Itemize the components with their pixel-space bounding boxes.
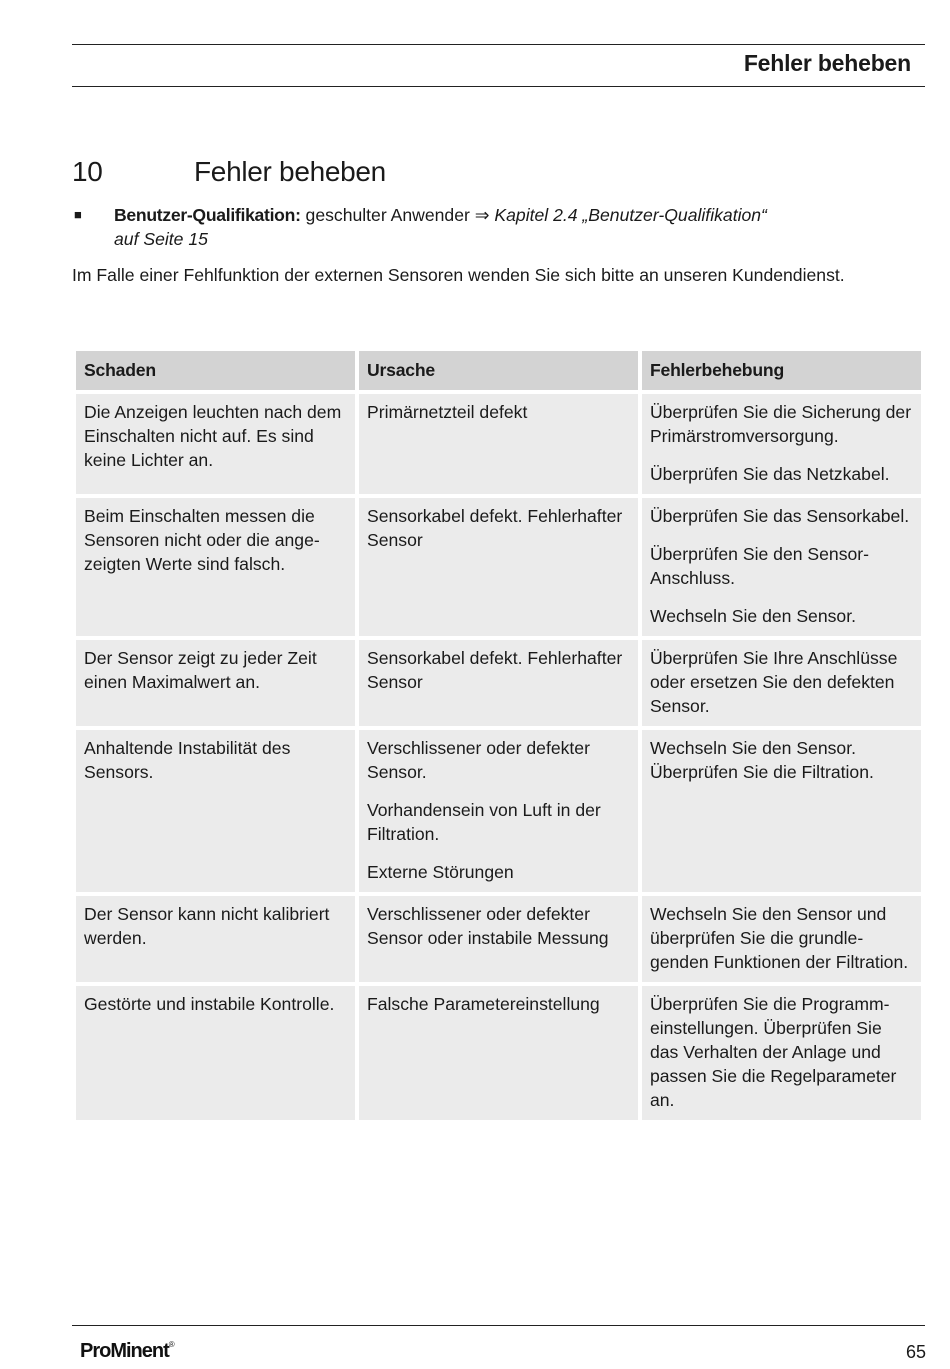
table-row	[76, 394, 921, 494]
damage-cell	[76, 896, 355, 982]
troubleshooting-table	[72, 347, 925, 1124]
chapter-heading	[72, 156, 386, 188]
cell-text: Falsche Parametereinstellung	[366, 994, 600, 1014]
damage-cell	[76, 730, 355, 892]
intro-paragraph: Im Falle einer Fehlfunktion der externen Sensoren wenden Sie sich bitte an unseren Kundendienst.	[72, 265, 845, 285]
cell-text: Der Sensor zeigt zu jeder Zeit einen Maximalwert an.	[84, 648, 317, 692]
chapter-number: 10	[72, 156, 103, 187]
cell-text: Überprüfen Sie das Sensorkabel.	[649, 506, 910, 526]
table-row	[76, 986, 921, 1120]
cause-cell	[359, 498, 638, 636]
qualification-value: geschulter Anwender	[305, 205, 470, 225]
chapter-reference-link[interactable]: Kapitel 2.4 „Benutzer-Qualifikation“	[494, 205, 767, 225]
remedy-cell	[642, 896, 921, 982]
table-row	[76, 896, 921, 982]
damage-cell	[76, 394, 355, 494]
qualification-note	[74, 203, 834, 251]
reference-arrow-icon: ⇒	[474, 205, 490, 225]
cell-text: Vorhandensein von Luft in der Filtration.	[366, 800, 601, 844]
remedy-cell	[642, 986, 921, 1120]
remedy-cell	[642, 730, 921, 892]
square-bullet-icon: ■	[74, 207, 82, 222]
cell-text: Überprüfen Sie den Sensor-Anschluss.	[649, 544, 870, 588]
remedy-cell	[642, 640, 921, 726]
cell-text: Der Sensor kann nicht kalibriert werden.	[84, 904, 330, 948]
column-header-cause: Ursache	[359, 351, 638, 390]
chapter-title: Fehler beheben	[194, 156, 386, 187]
cell-text: Wechseln Sie den Sensor.	[649, 606, 856, 626]
running-header-title: Fehler beheben	[743, 50, 911, 76]
column-header-damage: Schaden	[76, 351, 355, 390]
page-number: 65	[905, 1342, 926, 1362]
cause-cell	[359, 640, 638, 726]
table-row	[76, 498, 921, 636]
page-reference-link[interactable]: auf Seite 15	[114, 229, 208, 249]
cell-text: Überprüfen Sie die Sicherung der Primärstromversorgung.	[649, 402, 912, 446]
cell-text: Beim Einschalten messen die Sensoren nicht oder die angezeigten Werte sind falsch.	[84, 506, 320, 574]
registered-mark: ®	[168, 1340, 175, 1349]
table-row	[76, 640, 921, 726]
cell-text: Die Anzeigen leuchten nach dem Einschalten nicht auf. Es sind keine Lichter an.	[84, 402, 342, 470]
cell-text: Sensorkabel defekt. Fehlerhafter Sensor	[366, 648, 623, 692]
cell-text: Wechseln Sie den Sensor und überprüfen Sie die grundlegenden Funktionen der Filtration.	[649, 904, 909, 972]
remedy-cell	[642, 394, 921, 494]
prominent-logo	[80, 1340, 175, 1363]
cause-cell	[359, 730, 638, 892]
cell-text: Sensorkabel defekt. Fehlerhafter Sensor	[366, 506, 623, 550]
cause-cell	[359, 986, 638, 1120]
cell-text: Gestörte und instabile Kontrolle.	[84, 994, 335, 1014]
footer-rule	[72, 1325, 925, 1326]
damage-cell	[76, 640, 355, 726]
remedy-cell	[642, 498, 921, 636]
logo-wordmark: ProMinent	[80, 1340, 169, 1362]
cell-text: Verschlissener oder defekter Sensor.	[366, 738, 590, 782]
cell-text: Überprüfen Sie die Programmeinstellungen. Überprüfen Sie das Verhalten der Anlage und passen Sie die Regelparameter an.	[649, 994, 897, 1110]
table-row	[76, 730, 921, 892]
damage-cell	[76, 498, 355, 636]
column-header-remedy: Fehlerbehebung	[642, 351, 921, 390]
header-bottom-rule	[72, 86, 925, 87]
cause-cell	[359, 394, 638, 494]
cell-text: Externe Störungen	[366, 862, 514, 882]
cell-text: Primärnetzteil defekt	[366, 402, 528, 422]
cause-cell	[359, 896, 638, 982]
cell-text: Verschlissener oder defekter Sensor oder instabile Messung	[366, 904, 609, 948]
cell-text: Überprüfen Sie das Netzkabel.	[649, 464, 890, 484]
table-header-row	[76, 351, 921, 390]
damage-cell	[76, 986, 355, 1120]
cell-text: Überprüfen Sie Ihre Anschlüsse oder ersetzen Sie den defekten Sensor.	[649, 648, 898, 716]
cell-text: Anhaltende Instabilität des Sensors.	[84, 738, 291, 782]
qualification-label: Benutzer-Qualifikation:	[114, 205, 301, 225]
header-top-rule	[72, 44, 925, 45]
cell-text: Wechseln Sie den Sensor. Überprüfen Sie die Filtration.	[649, 738, 874, 782]
